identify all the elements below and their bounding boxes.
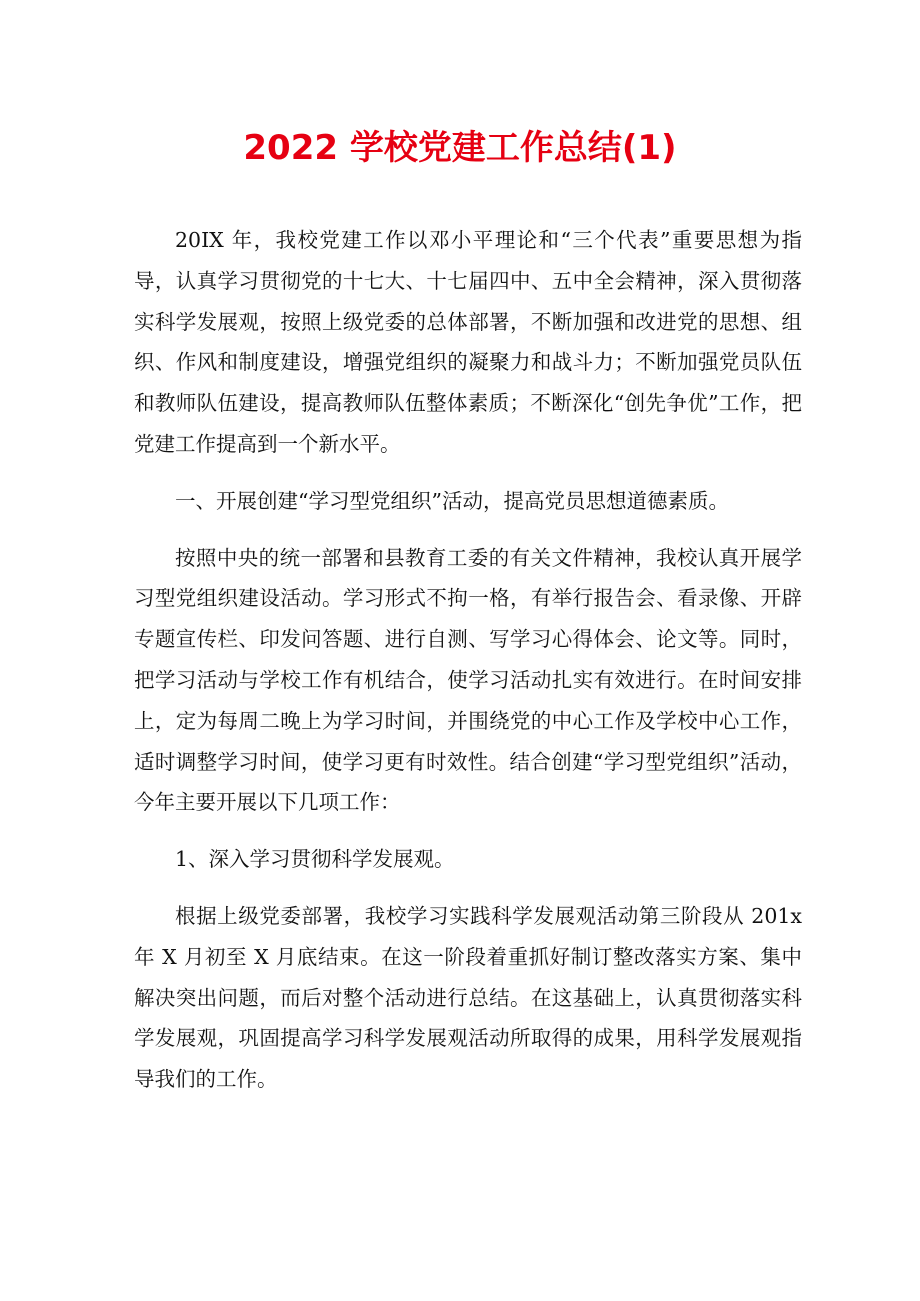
paragraph-intro: 20IX 年，我校党建工作以邓小平理论和“三个代表”重要思想为指导，认真学习贯彻党的十七大、十七届四中、五中全会精神，深入贯彻落实科学发展观，按照上级党委的总体部署，不断加强和改进党的思想、组织、作风和制度建设，增强党组织的凝聚力和战斗力；不断加强党员队伍和教师队伍建设，提高教师队伍整体素质；不断深化“创先争优”工作，把党建工作提高到一个新水平。 [134, 228, 802, 456]
section-heading-1: 一、开展创建“学习型党组织”活动，提高党员思想道德素质。 [175, 488, 729, 513]
paragraph-section-1: 按照中央的统一部署和县教育工委的有关文件精神，我校认真开展学习型党组织建设活动。学习形式不拘一格，有举行报告会、看录像、开辟专题宣传栏、印发问答题、进行自测、写学习心得体会、论文等。同时，把学习活动与学校工作有机结合，使学习活动扎实有效进行。在时间安排上，定为每周二晚上为学习时间，并围绕党的中心工作及学校中心工作，适时调整学习时间，使学习更有时效性。结合创建“学习型党组织”活动，今年主要开展以下几项工作： [134, 545, 802, 815]
document-title: 2022 学校党建工作总结(1) [243, 128, 677, 168]
paragraph-subsection-1: 根据上级党委部署，我校学习实践科学发展观活动第三阶段从 201x 年 X 月初至 X 月底结束。在这一阶段着重抓好制订整改落实方案、集中解决突出问题，而后对整个活动进行总结。在这基础上，认真贯彻落实科学发展观，巩固提高学习科学发展观活动所取得的成果，用科学发展观指导我们的工作。 [134, 903, 802, 1092]
subsection-heading-1: 1、深入学习贯彻科学发展观。 [175, 847, 455, 872]
document-body [134, 220, 802, 1116]
